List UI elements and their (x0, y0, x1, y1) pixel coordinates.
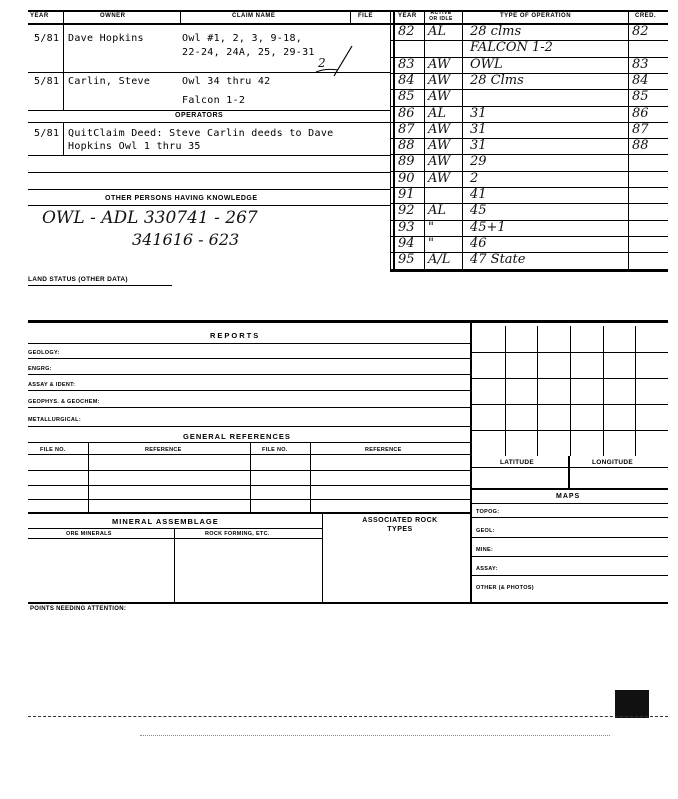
owner-2-claim-line2: Falcon 1-2 (182, 95, 246, 106)
col-divider (63, 10, 64, 110)
handwritten-mark: 2 (318, 56, 326, 70)
ops-row-year: 93 (398, 219, 415, 235)
ops-row-type: 29 (470, 154, 487, 170)
ops-bottom-border (390, 270, 668, 272)
col-divider (350, 10, 351, 23)
grid-line (472, 430, 668, 431)
report-line (28, 358, 470, 359)
ops-row-year: 85 (398, 89, 415, 105)
rock-forming-label: ROCK FORMING, ETC. (205, 531, 270, 537)
owner-2-year: 5/81 (34, 76, 60, 87)
maps-line (470, 503, 668, 504)
refs-line (28, 442, 470, 443)
row-line (28, 155, 390, 156)
grid-line (635, 326, 636, 456)
ops-row-type: OWL (470, 56, 503, 72)
row-line (28, 172, 390, 173)
coords-divider (568, 456, 570, 488)
other-persons-label: OTHER PERSONS HAVING KNOWLEDGE (105, 195, 258, 202)
ops-row-year: 90 (398, 170, 415, 186)
report-engrg: ENGRG: (28, 366, 52, 372)
maps-line (470, 517, 668, 518)
header-year: YEAR (30, 13, 49, 19)
scan-artifact-noise (140, 735, 610, 742)
ops-row-cred: 84 (632, 72, 649, 88)
grid-line (472, 378, 668, 379)
maps-line (470, 537, 668, 538)
refs-col-divider (88, 442, 89, 512)
ops-row-line (390, 187, 668, 188)
ops-row-year: 89 (398, 154, 415, 170)
mineral-assemblage-title: MINERAL ASSEMBLAGE (112, 517, 219, 526)
operator-year: 5/81 (34, 128, 60, 139)
report-geology: GEOLOGY: (28, 350, 60, 356)
owner-1-claim-line1: Owl #1, 2, 3, 9-18, (182, 33, 303, 44)
maps-topog: TOPOG: (476, 509, 500, 515)
header-year-ops: YEAR (398, 13, 417, 19)
header-bottom-border (28, 23, 668, 25)
report-geophys: GEOPHYS. & GEOCHEM: (28, 399, 100, 405)
header-active-idle: ACTIVE OR IDLE (429, 10, 453, 22)
maps-assay: ASSAY: (476, 566, 498, 572)
ops-row-status: AW (428, 72, 451, 88)
mineral-col-divider (174, 528, 175, 602)
col-divider (63, 122, 64, 155)
ops-row-status: AW (428, 154, 451, 170)
ops-row-status: AW (428, 56, 451, 72)
refs-bottom-border (28, 512, 470, 514)
report-line (28, 407, 470, 408)
maps-line (470, 556, 668, 557)
grid-line (472, 352, 668, 353)
longitude-label: LONGITUDE (592, 459, 633, 466)
associated-rock-types: ASSOCIATED ROCK TYPES (362, 517, 438, 533)
ops-row-year: 95 (398, 252, 415, 268)
ops-row-type: 31 (470, 105, 487, 121)
ops-row-type: 31 (470, 138, 487, 154)
refs-col-file-no: FILE NO. (40, 447, 66, 453)
ops-row-cred: 86 (632, 105, 649, 121)
ops-row-year: 84 (398, 72, 415, 88)
ops-row-type: 2 (470, 170, 479, 186)
general-references-title: GENERAL REFERENCES (183, 432, 291, 441)
bracket-scribble-icon (312, 42, 358, 78)
latitude-label: LATITUDE (500, 459, 535, 466)
row-line (28, 122, 390, 123)
scan-artifact-block (615, 690, 649, 718)
refs-col-reference-2: REFERENCE (365, 447, 402, 453)
top-border (28, 10, 668, 12)
report-line (28, 390, 470, 391)
operators-label: OPERATORS (175, 112, 224, 119)
ops-row-status: AW (428, 89, 451, 105)
col-divider (424, 10, 425, 270)
owner-1-year: 5/81 (34, 33, 60, 44)
report-line (28, 374, 470, 375)
col-divider (180, 10, 181, 23)
col-divider (390, 10, 391, 270)
ops-row-type: 41 (470, 187, 487, 202)
refs-line (28, 454, 470, 455)
operator-line1: QuitClaim Deed: Steve Carlin deeds to Dave (68, 128, 334, 139)
report-metallurgical: METALLURGICAL: (28, 417, 81, 423)
ops-row-cred: 87 (632, 121, 649, 137)
col-divider (393, 10, 395, 270)
ops-row-year: 94 (398, 235, 415, 251)
refs-col-divider (310, 442, 311, 512)
refs-col-divider (250, 442, 251, 512)
reports-title: REPORTS (210, 331, 261, 340)
maps-line (470, 575, 668, 576)
ops-row-status: AL (428, 24, 447, 39)
ops-row-year: 87 (398, 121, 415, 137)
grid-line (472, 404, 668, 405)
ops-row-type: 47 State (470, 252, 526, 268)
reports-right-border (470, 322, 472, 602)
row-line (28, 205, 390, 206)
ops-row-year: 86 (398, 105, 415, 121)
refs-line (28, 499, 470, 500)
ops-row-year: 88 (398, 138, 415, 154)
land-status-label: LAND STATUS (OTHER DATA) (28, 276, 128, 283)
grid-line (505, 326, 506, 456)
section-bottom-border (28, 602, 668, 604)
col-divider (628, 10, 629, 270)
ops-row-status: AW (428, 170, 451, 186)
header-cred: CRED. (635, 13, 657, 19)
ore-minerals-label: ORE MINERALS (66, 531, 112, 537)
owner-1-name: Dave Hopkins (68, 33, 144, 44)
ops-row-status: " (428, 235, 434, 251)
associated-divider (322, 512, 323, 602)
ops-row-year: 82 (398, 24, 415, 39)
maps-title: MAPS (556, 493, 581, 500)
col-divider (462, 10, 463, 270)
grid-line (603, 326, 604, 456)
ops-row-cred: 83 (632, 56, 649, 72)
ops-row-type: 28 clms (470, 24, 522, 39)
points-needing-attention: POINTS NEEDING ATTENTION: (30, 606, 127, 612)
ops-row-type: 46 (470, 235, 487, 251)
header-claim-name: CLAIM NAME (232, 13, 276, 19)
ops-row-status: " (428, 219, 434, 235)
ops-row-type: 45 (470, 203, 487, 219)
header-file: FILE (358, 13, 373, 19)
mineral-line (28, 528, 322, 529)
reports-line (28, 343, 470, 344)
refs-col-file-no-2: FILE NO. (262, 447, 288, 453)
report-assay: ASSAY & IDENT: (28, 382, 76, 388)
ops-row-type: 31 (470, 121, 487, 137)
ops-row-type: 28 Clms (470, 72, 524, 88)
ops-row-type: FALCON 1-2 (470, 40, 553, 56)
land-status-underline (28, 285, 172, 286)
row-line (28, 110, 390, 111)
ops-row-year: 91 (398, 187, 415, 202)
ops-row-status: AL (428, 105, 447, 121)
refs-col-reference: REFERENCE (145, 447, 182, 453)
maps-other: OTHER (& PHOTOS) (476, 585, 534, 591)
header-owner: OWNER (100, 13, 126, 19)
ops-row-year: 92 (398, 203, 415, 219)
header-type-of-operation: TYPE OF OPERATION (500, 13, 572, 19)
owner-2-name: Carlin, Steve (68, 76, 151, 87)
scan-artifact-line (28, 716, 668, 717)
ops-row-status: A/L (428, 252, 451, 268)
ops-row-status: AW (428, 138, 451, 154)
report-line (28, 426, 470, 427)
maps-mine: MINE: (476, 547, 494, 553)
reports-top-border (28, 320, 668, 323)
ops-row-status: AW (428, 121, 451, 137)
mineral-line (28, 538, 322, 539)
ops-row-year: 83 (398, 56, 415, 72)
ops-row-type: 45+1 (470, 219, 506, 235)
handwritten-line1: OWL - ADL 330741 - 267 (42, 208, 258, 228)
refs-line (28, 485, 470, 486)
ops-row-cred: 82 (632, 24, 649, 39)
ops-row-cred: 85 (632, 89, 649, 105)
maps-geol: GEOL: (476, 528, 495, 534)
grid-line (537, 326, 538, 456)
owner-2-claim-line1: Owl 34 thru 42 (182, 76, 271, 87)
handwritten-line2: 341616 - 623 (132, 230, 240, 249)
grid-line (570, 326, 571, 456)
operator-line2: Hopkins Owl 1 thru 35 (68, 141, 201, 152)
row-line (28, 189, 390, 190)
ops-row-status: AL (428, 203, 447, 219)
refs-line (28, 470, 470, 471)
maps-top-border (470, 488, 668, 490)
owner-1-claim-line2: 22-24, 24A, 25, 29-31 (182, 47, 315, 58)
ops-row-cred: 88 (632, 138, 649, 154)
